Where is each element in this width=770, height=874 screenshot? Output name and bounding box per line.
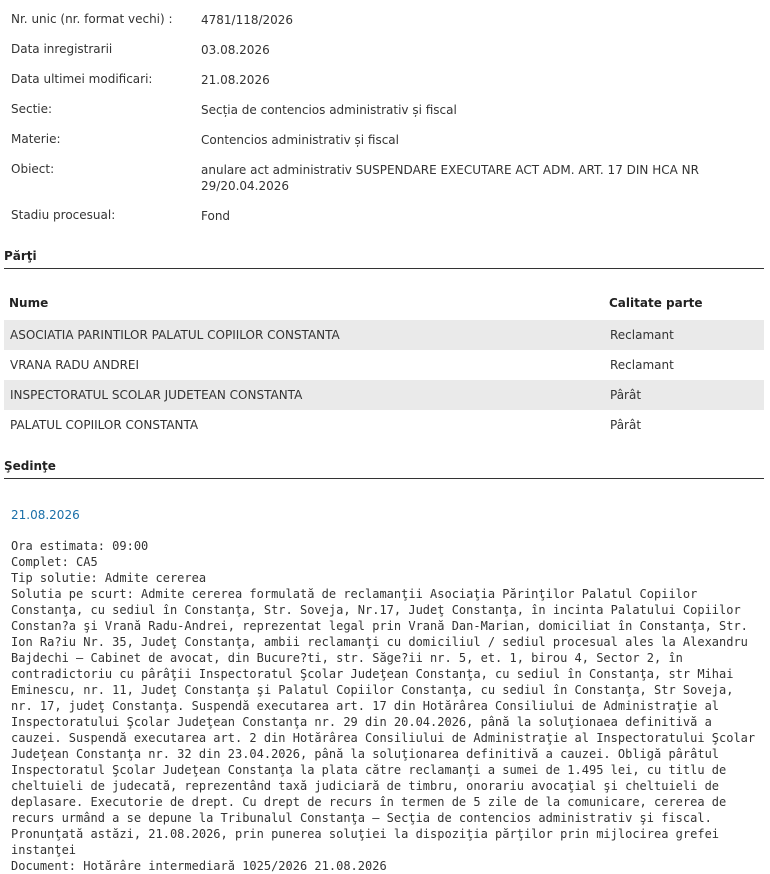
detail-value: anulare act administrativ SUSPENDARE EXECUTARE ACT ADM. ART. 17 DIN HCA NR 29/20.04.2026 [201, 163, 699, 193]
table-row [4, 320, 764, 350]
detail-label: Nr. unic (nr. format vechi) : [11, 12, 173, 26]
detail-value: Secția de contencios administrativ și fiscal [201, 103, 457, 117]
column-header-role: Calitate parte [609, 296, 703, 310]
hearings-section-title: Şedinţe [4, 459, 56, 473]
column-header-name: Nume [9, 296, 49, 310]
section-divider [4, 478, 764, 479]
party-role: Pârât [610, 388, 642, 402]
parties-section-title: Părţi [4, 249, 37, 263]
party-name: INSPECTORATUL SCOLAR JUDETEAN CONSTANTA [10, 388, 303, 402]
detail-label: Stadiu procesual: [11, 208, 116, 222]
detail-label: Data inregistrarii [11, 42, 113, 56]
party-role: Reclamant [610, 358, 674, 372]
party-name: VRANA RADU ANDREI [10, 358, 140, 372]
table-row [4, 380, 764, 410]
hearing-details [11, 538, 761, 874]
hearing-document: Document: Hotărâre intermediară 1025/2026 21.08.2026 [11, 859, 387, 873]
detail-value: Contencios administrativ și fiscal [201, 133, 399, 147]
detail-value: 4781/118/2026 [201, 13, 294, 27]
hearing-panel: Complet: CA5 [11, 555, 98, 569]
hearing-date: 21.08.2026 [11, 508, 80, 522]
party-name: ASOCIATIA PARINTILOR PALATUL COPIILOR CONSTANTA [10, 328, 340, 342]
party-role: Reclamant [610, 328, 674, 342]
detail-value: Fond [201, 209, 231, 223]
detail-label: Obiect: [11, 162, 55, 176]
detail-value: 21.08.2026 [201, 73, 270, 87]
table-row [4, 410, 764, 440]
hearing-time: Ora estimata: 09:00 [11, 539, 149, 553]
detail-label: Data ultimei modificari: [11, 72, 153, 86]
detail-label: Materie: [11, 132, 61, 146]
detail-label: Sectie: [11, 102, 53, 116]
solution-type: Tip solutie: Admite cererea [11, 571, 207, 585]
party-name: PALATUL COPIILOR CONSTANTA [10, 418, 199, 432]
section-divider [4, 268, 764, 269]
solution-summary: Solutia pe scurt: Admite cererea formulată de reclamanţii Asociaţia Părinţilor Palatul Copiilor Constanţa, cu sediul în Constanţa, Str. Soveja, Nr.17, Judeţ Constanţa, în incinta Palatului Copiilor Constan?a şi Vrană Radu-Andrei, reprezentat legal prin Vrană Dan-Marian, domiciliat în Constanţa, Str. Ion Ra?iu Nr. 35, Judeţ Constanţa, ambii reclamanţi cu domiciliul / sediul procesual ales la Alexandru Bajdechi – Cabinet de avocat, din Bucure?ti, str. Săge?ii nr. 5, et. 1, birou 4, Sector 2, în contradictoriu cu pârâţii Inspectoratul Şcolar Judeţean Constanţa, cu sediul în Constanţa, str Mihai Eminescu, nr. 11, Judeţ Constanţa şi Palatul Copiilor Constanţa, cu sediul în Constanţa, Str Soveja, nr. 17, judeţ Constanţa. Suspendă executarea art. 17 din Hotărârea Consiliului de Administraţie al Inspectoratului Şcolar Judeţean Constanţa nr. 29 din 20.04.2026, până la soluţionaea definitivă a cauzei. Suspendă executarea art. 2 din Hotărârea Consiliului de Administraţie al Inspectoratului Şcolar Judeţean Constanţa nr. 32 din 23.04.2026, până la soluţionarea definitivă a cauzei. Obligă pârâtul Inspectoratul Şcolar Judeţean Constanţa la plata către reclamanţi a sumei de 1.495 lei, cu titlu de cheltuieli de judecată, reprezentând taxă judiciară de timbru, onorariu avocaţial şi cheltuieli de deplasare. Executorie de drept. Cu drept de recurs în termen de 5 zile de la comunicare, cererea de recurs urmând a se depune la Tribunalul Constanţa – Secţia de contencios administrativ şi fiscal. Pronunţată astăzi, 21.08.2026, prin punerea soluţiei la dispoziţia părţilor prin mijlocirea grefei instanţei [11, 587, 756, 857]
party-role: Pârât [610, 418, 642, 432]
table-row [4, 350, 764, 380]
detail-value: 03.08.2026 [201, 43, 270, 57]
